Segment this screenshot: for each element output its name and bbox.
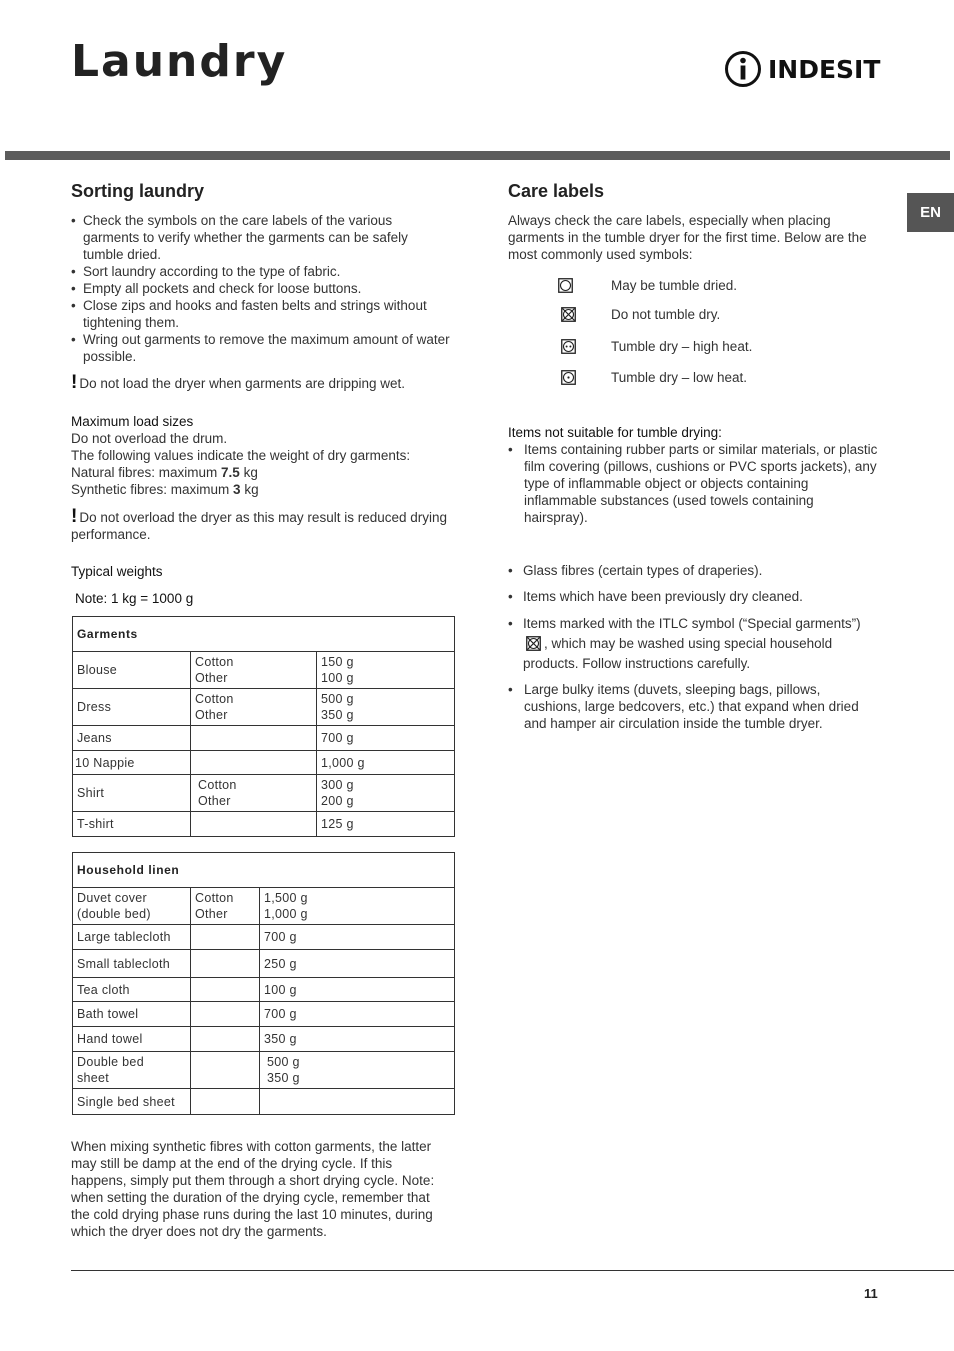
brand-logo [724,50,880,88]
care-symbol-label: Do not tumble dry. [611,307,721,322]
warning-icon: ! [71,506,78,527]
care-symbol-row [561,369,747,386]
list-item: • Items marked with the ITLC symbol (“Special garments”) , which may be washed using special household products. Follow instructions carefully. [508,614,880,674]
table-row: Blouse Cotton Other 150 g 100 g [73,652,455,689]
tumble-dry-icon [558,278,573,293]
max-load-block [71,413,456,498]
typical-weights-heading: Typical weights [71,564,163,579]
max-load-heading: Maximum load sizes [71,414,194,429]
table-row: 10 Nappie 1,000 g [73,751,455,775]
garments-table [72,616,455,837]
do-not-tumble-dry-icon [561,307,576,322]
care-symbol-row [561,338,752,355]
language-tab[interactable]: EN [907,193,954,232]
synthetic-fibres-value: 3 [233,482,241,497]
mixing-note: When mixing synthetic fibres with cotton garments, the latter may still be damp at the end of the drying cycle. If this happens, simply put them through a short drying cycle. Note: when setting the duration of the drying cycle, remember that the cold drying phase runs during the last 10 minutes, during which the dryer does not dry the garments. [71,1139,435,1239]
care-intro: Always check the care labels, especially when placing garments in the tumble dryer for the first time. Below are the most commonly used symbols: [508,213,867,262]
care-labels-heading: Care labels [508,181,605,201]
list-item: • Items containing rubber parts or similar materials, or plastic film covering (pillows, cushions or PVC sports jackets), any type of inflammable object or objects containing inflammable substances (used towels containing hairspray). [508,441,878,526]
list-item: • Sort laundry according to the type of fabric. [71,263,451,280]
sorting-heading: Sorting laundry [71,181,205,201]
max-load-line: The following values indicate the weight of dry garments: [71,448,411,463]
page-number: 11 [864,1286,878,1301]
natural-fibres-value: 7.5 [221,465,240,480]
sorting-list [71,212,451,365]
list-item: • Empty all pockets and check for loose buttons. [71,280,451,297]
care-symbol-label: Tumble dry – low heat. [611,370,748,385]
tumble-dry-low-heat-icon [561,370,576,385]
not-suitable-list [508,441,878,526]
brand-logo-icon [724,50,762,88]
page-title: Laundry [71,36,288,87]
table-row: Bath towel 700 g [73,1002,455,1027]
not-suitable-list [508,614,880,674]
warning-text: Do not overload the dryer as this may result is reduced drying performance. [71,510,448,542]
list-item: • Glass fibres (certain types of draperies). [508,562,878,579]
natural-fibres-line: Natural fibres: maximum 7.5 kg [71,465,258,480]
not-suitable-heading: Items not suitable for tumble drying: [508,425,722,440]
linen-table [72,852,455,1115]
list-item: • Wring out garments to remove the maximum amount of water possible. [71,331,451,365]
care-symbol-label: May be tumble dried. [611,278,738,293]
table-row: Large tablecloth 700 g [73,925,455,950]
care-symbol-row [561,306,720,323]
list-item: • Large bulky items (duvets, sleeping bags, pillows, cushions, large bedcovers, etc.) that expand when dried and hamper air circulation inside the tumble dryer. [508,681,880,732]
header-bar [5,151,950,160]
warning-wet [71,374,456,392]
tumble-dry-high-heat-icon [561,339,576,354]
weight-note: Note: 1 kg = 1000 g [75,591,194,606]
table-row: Dress Cotton Other 500 g 350 g [73,689,455,726]
list-item: • Check the symbols on the care labels of the various garments to verify whether the garments can be safely tumble dried. [71,212,451,263]
table-header: Household linen [73,853,455,888]
list-item: • Close zips and hooks and fasten belts and strings without tightening them. [71,297,451,331]
table-row: Shirt Cotton Other 300 g 200 g [73,775,455,812]
not-suitable-list [508,562,878,579]
warning-icon: ! [71,372,78,393]
warning-overload [71,508,456,543]
table-header: Garments [73,617,455,652]
table-row: Duvet cover (double bed) Cotton Other 1,500 g 1,000 g [73,888,455,925]
itlc-special-garments-icon [526,636,541,651]
synthetic-fibres-line: Synthetic fibres: maximum 3 kg [71,482,259,497]
table-row: Hand towel 350 g [73,1027,455,1052]
footer-rule [71,1270,954,1271]
brand-name: INDESIT [768,54,881,84]
table-row: T-shirt 125 g [73,812,455,837]
care-symbol-row [558,277,737,294]
care-symbol-label: Tumble dry – high heat. [611,339,753,354]
table-row: Jeans 700 g [73,726,455,751]
warning-text: Do not load the dryer when garments are dripping wet. [79,376,406,391]
table-row: Tea cloth 100 g [73,978,455,1002]
max-load-line: Do not overload the drum. [71,431,228,446]
table-row: Small tablecloth 250 g [73,950,455,978]
not-suitable-list [508,681,880,732]
list-item: • Items which have been previously dry cleaned. [508,588,878,605]
not-suitable-list [508,588,878,605]
table-row: Double bed sheet 500 g 350 g [73,1052,455,1089]
table-row: Single bed sheet [73,1089,455,1115]
